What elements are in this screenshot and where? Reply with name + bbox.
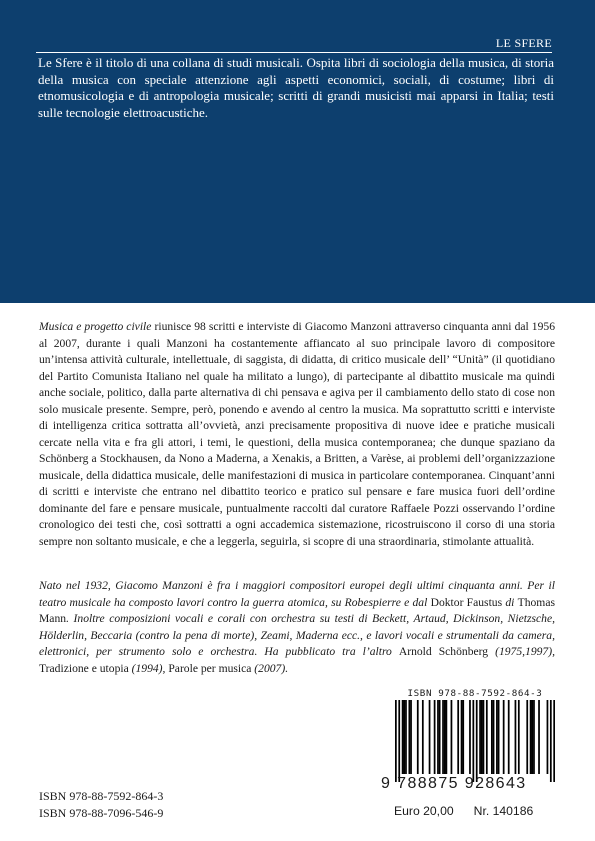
isbn-line: ISBN 978-88-7096-546-9: [39, 806, 164, 820]
barcode-bar: [550, 700, 552, 782]
barcode-bar: [483, 700, 485, 774]
author-bio: [39, 578, 555, 677]
barcode-bar: [410, 700, 412, 774]
bio-year-1: (1975,1997),: [488, 645, 555, 658]
barcode-bar: [457, 700, 459, 774]
barcode-bar: [444, 700, 446, 774]
barcode-bar: [553, 700, 555, 782]
isbn-line: ISBN 978-88-7592-864-3: [39, 789, 164, 803]
bio-text-2: di: [502, 595, 518, 609]
series-description: Le Sfere è il titolo di una collana di studi musicali. Ospita libri di sociologia della musica, di storia della musica con speciale attenzione agli aspetti economici, sociali, di costume; libri di etnomusicologia e di antropologia musicale; scritti di grandi musicisti mai apparsi in Italia; testi sulle tecnologie elettroacustiche.: [38, 55, 554, 120]
barcode-isbn-label: ISBN 978-88-7592-864-3: [407, 688, 543, 699]
barcode-bar: [403, 700, 405, 774]
barcode-bar: [486, 700, 488, 774]
bio-year-2: (1994),: [128, 661, 169, 675]
barcode-bar: [402, 700, 404, 774]
book-blurb: [39, 319, 555, 550]
series-divider: [36, 52, 552, 53]
barcode-bar: [531, 700, 533, 774]
barcode-bar: [442, 700, 444, 774]
bio-work-parole: Parole per musica: [168, 661, 252, 675]
barcode-bar: [526, 700, 528, 774]
price: Euro 20,00: [394, 804, 454, 818]
barcode-bar: [462, 700, 464, 774]
barcode-bar: [461, 700, 463, 774]
barcode-bar: [498, 700, 500, 774]
series-name: LE SFERE: [495, 36, 552, 50]
isbn-list: [39, 788, 163, 822]
barcode-bar: [496, 700, 498, 774]
barcode-bar: [469, 700, 471, 774]
barcode-bar: [503, 700, 505, 774]
barcode-bar: [518, 700, 520, 774]
barcode-bar: [417, 700, 419, 774]
catalog-number: Nr. 140186: [473, 804, 534, 818]
bio-year-3: (2007).: [251, 661, 289, 675]
barcode-bar: [395, 700, 397, 782]
blurb-text: riunisce 98 scritti e interviste di Giacomo Manzoni attraverso cinquanta anni dal 1956 al 2007, durante i quali Manzoni ha costantemente affiancato al suo principale lavoro di compositore un’intensa attività culturale, intellettuale, di saggista, di didatta, di critico musicale dell’ “Unità” (il quotidiano del Partito Comunista Italiano nel quale ha militato a lungo), di partecipante al dibattito musicale ma quindi anche sociale, politico, dalla parte alternativa di chi pensava e agiva per il cambiamento dello stato di cose non solo musicale presente. Sempre, però, ponendo e avendo al centro la musica. Ma soprattutto scritti e interviste di intelligenza critica sottratta all’ovvietà, anzi precisamente propositiva di nuove idee e pratiche musicali cercate nella vita e fra gli attori, i temi, le questioni, della musica contemporanea; che dunque spaziano da Schönberg a Stockhausen, da Nono a Maderna, a Xenakis, a Britten, a Varèse, ai problemi dell’organizzazione musicale, della didattica musicale, delle manifestazioni di musica in particolare contemporanea. Cinquant’anni di scritti e interviste che entrano nel dibattito teorico e pratico sul pensare e fare musica fuori dell’ordine dominante del fare e pensare musicale, puntualmente raccolti dal curatore Raffaele Pozzi osservando l’ordine cronologico dei testi che, così sottratti a ogni accademica sistemazione, ricostruiscono il corso di una storia sempre non soltanto musicale, e che a leggerla, seguirla, si scopre di una straordinaria, stimolante attualità.: [39, 320, 555, 548]
barcode-bar: [405, 700, 407, 774]
barcode-bar: [472, 700, 474, 782]
barcode-bar: [533, 700, 535, 774]
barcode-bar: [491, 700, 493, 774]
barcode-bar: [439, 700, 441, 774]
barcode-bar: [429, 700, 431, 774]
barcode-bar: [434, 700, 436, 774]
barcode-bar: [547, 700, 549, 774]
bio-text-1: Nato nel 1932, Giacomo Manzoni è fra i maggiori compositori europei degli ultimi cinquanta anni. Per il teatro musicale ha composto lavori contro la guerra atomica, su Robespierre e dal: [39, 579, 555, 609]
barcode-bar: [515, 700, 517, 774]
barcode-bar: [446, 700, 448, 774]
barcode-bar: [479, 700, 481, 774]
barcode-bar: [476, 700, 478, 782]
barcode-bar: [530, 700, 532, 774]
barcode-bar: [493, 700, 495, 774]
barcode-bar: [422, 700, 424, 774]
barcode-bar: [398, 700, 400, 782]
barcode-bar: [451, 700, 453, 774]
bio-work-tradizione: Tradizione e utopia: [39, 661, 129, 675]
book-title: Musica e progetto civile: [39, 320, 152, 333]
barcode-bar: [437, 700, 439, 774]
barcode-bar: [508, 700, 510, 774]
barcode-bar: [408, 700, 410, 774]
barcode-digits: 9 788875 928643: [381, 775, 527, 792]
price-line: [394, 804, 533, 818]
bio-work-schonberg: Arnold Schönberg: [398, 645, 489, 658]
barcode-bar: [481, 700, 483, 774]
barcode-bar: [538, 700, 540, 774]
bio-text-3: . Inoltre composizioni vocali e corali con orchestra su testi di Beckett, Artaud, Dickinson, Nietzsche, Hölderlin, Beccaria (contro la pena di morte), Zeami, Maderna ecc., e lavori vocali e strumentali da camera, elettronici, per strumento solo e orchestra. Ha pubblicato tra l’altro: [39, 612, 555, 658]
bio-work-doktor: Doktor Faustus: [430, 595, 503, 609]
barcode-image: [395, 700, 555, 782]
series-panel: [0, 0, 595, 303]
bio-author-mann: Thomas Mann: [39, 595, 555, 625]
